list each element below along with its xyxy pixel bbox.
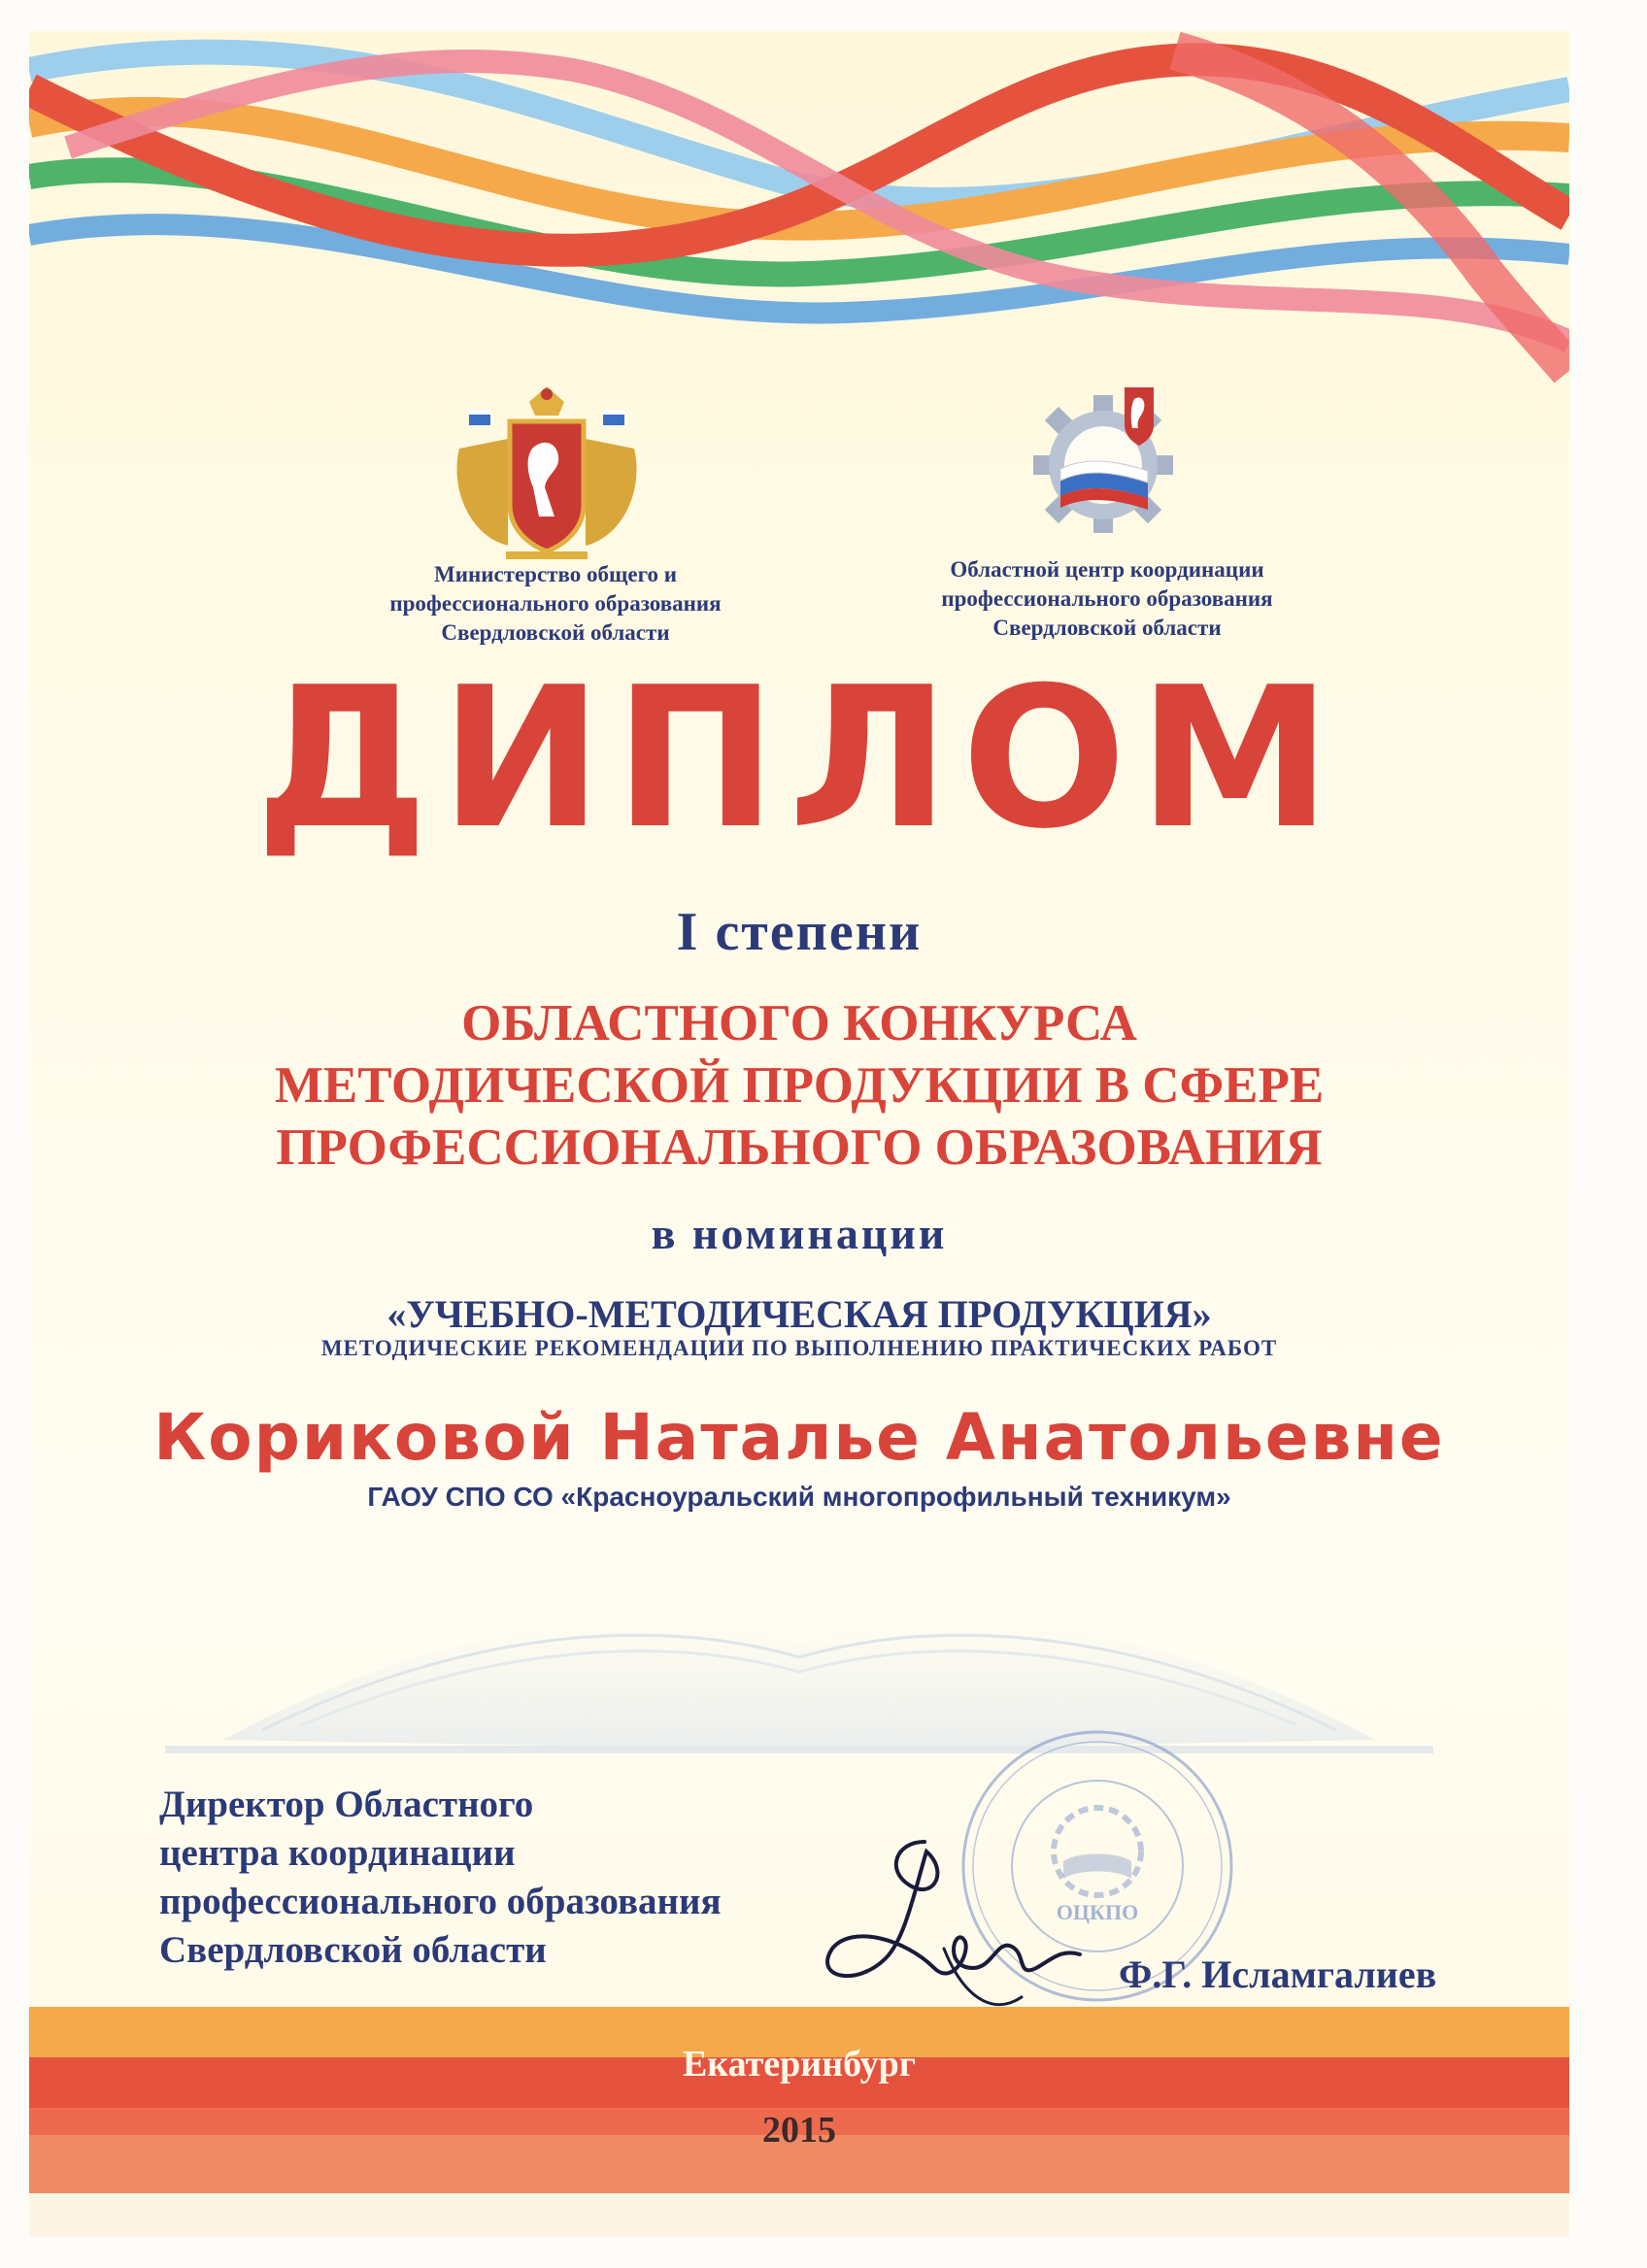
diploma-degree: I степени [676,902,923,962]
diploma-title: ДИПЛОМ [254,646,1344,872]
ministry-line3: Свердловской области [441,620,670,645]
contest-line3: ПРОФЕССИОНАЛЬНОГО ОБРАЗОВАНИЯ [276,1119,1323,1176]
nomination-name: «УЧЕБНО-МЕТОДИЧЕСКАЯ ПРОДУКЦИЯ» [387,1292,1212,1336]
center-caption [884,555,1330,643]
signer-title-line1: Директор Областного [159,1784,534,1825]
awardee-name: Кориковой Наталье Анатольевне [153,1400,1445,1475]
center-line1: Областной центр координации [950,557,1264,582]
footer-city: Екатеринбург [682,2044,917,2085]
diploma-sheet [29,31,1569,2237]
nomination-subtitle: МЕТОДИЧЕСКИЕ РЕКОМЕНДАЦИИ ПО ВЫПОЛНЕНИЮ ПРАКТИЧЕСКИХ РАБОТ [320,1336,1278,1360]
seal-abbr: ОЦКПО [1056,1900,1139,1924]
center-line2: профессионального образования [941,586,1273,611]
book-illustration [165,1620,1433,1753]
ministry-line2: профессионального образования [389,591,722,616]
signer-name: Ф.Г. Исламгалиев [1119,1952,1437,1996]
center-logo-icon [1016,376,1191,550]
ministry-line1: Министерство общего и [434,562,677,586]
contest-line2: МЕТОДИЧЕСКОЙ ПРОДУКЦИИ В СФЕРЕ [274,1057,1325,1114]
contest-line1: ОБЛАСТНОГО КОНКУРСА [461,995,1137,1051]
coat-of-arms-icon [450,381,644,565]
ministry-caption [342,560,769,648]
signer-title-line2: центра координации [159,1832,516,1874]
center-line3: Свердловской области [992,616,1222,640]
institution-name: ГАОУ СПО СО «Красноуральский многопрофильный техникум» [367,1482,1231,1512]
nomination-label: в номинации [651,1209,948,1258]
signer-title-line3: профессионального образования [159,1881,722,1922]
signer-title-line4: Свердловской области [159,1929,547,1971]
footer-year: 2015 [762,2110,836,2151]
signer-title [159,1781,897,1975]
contest-name [29,992,1569,1179]
